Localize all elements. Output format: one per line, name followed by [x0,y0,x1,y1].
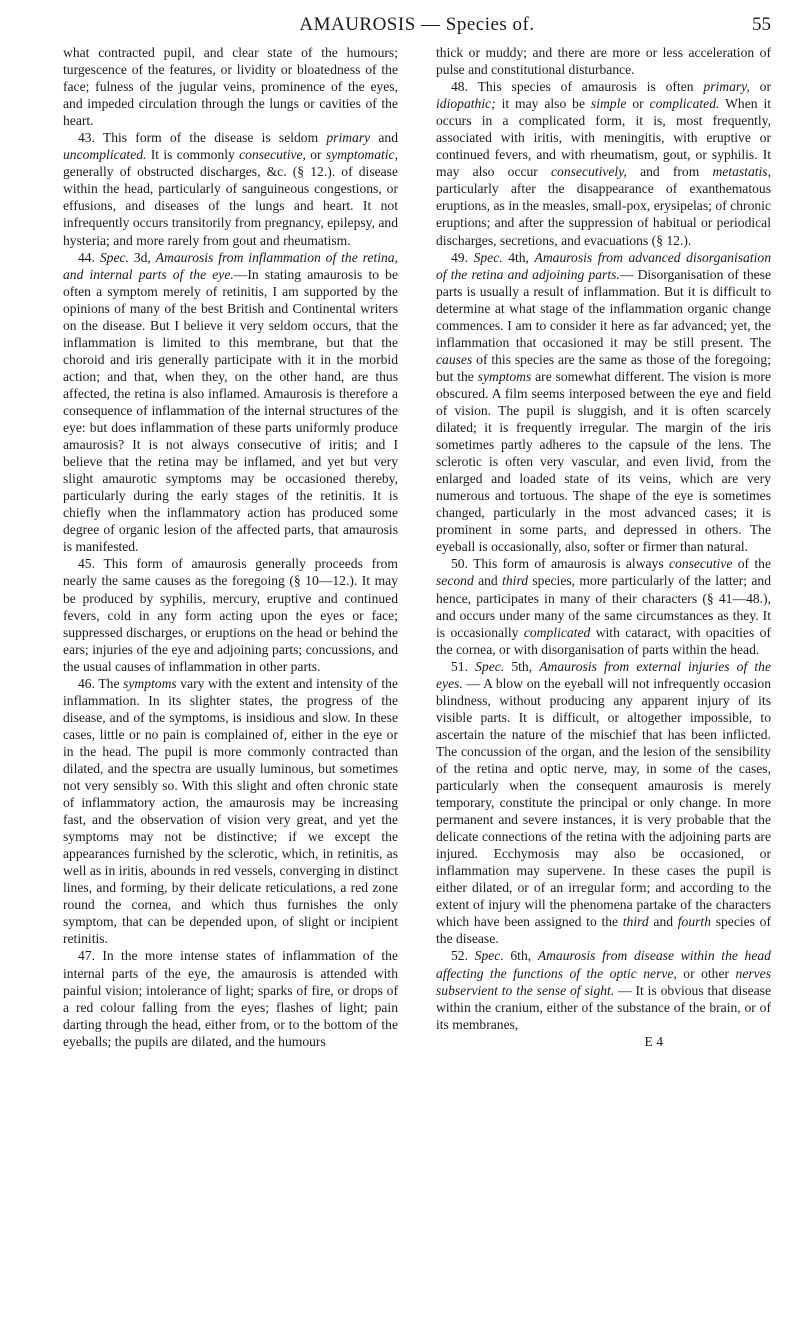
left-column [63,44,398,1050]
paragraph-43: 43. This form of the disease is seldom primary and uncomplicated. It is commonly consecutive, or symptomatic, generally of obstructed discharges, &c. (§ 12.). of disease within the head, particularly of sanguineous congestions, or effusions, and diseases of the lungs and heart. It not infrequently occurs transitorily from pregnancy, epilepsy, and hysteria; and more rarely from gout and rheumatism. [63,130,399,248]
paragraph-continued: what contracted pupil, and clear state of the humours; turgescence of the features, or lividity or bloatedness of the face; fulness of the jugular veins, prominence of the eyes, and impeded circulation through the lungs or cavities of the heart. [63,45,398,129]
paragraph-47: 47. In the more intense states of inflammation of the internal parts of the eye, the amaurosis is attended with painful vision; intolerance of light; sparks of fire, or drops of a red colour falling from the eyes; flashes of light; pain darting through the head, either from, or to the bottom of the eyeballs; the pupils are dilated, and the humours [63,948,398,1049]
paragraph-45: 45. This form of amaurosis generally proceeds from nearly the same causes as the foregoing (§ 10—12.). It may be produced by syphilis, mercury, eruptive and continued fevers, cold in any form acting upon the eyes or face; suppressed discharges, or eruptions on the head or behind the ears; injuries of the eye and adjoining parts; concussions, and the usual causes of inflammation in other parts. [63,556,398,674]
paragraph-49: 49. Spec. 4th, Amaurosis from advanced disorganisation of the retina and adjoining parts.— Disorganisation of these parts is usually a result of inflammation. But it is difficult to determine at what stage of the inflammation organic change commences. I am to consider it here as far advanced; yet, the inflammation that occasioned it may be still present. The causes of this species are the same as those of the foregoing; but the symptoms are somewhat different. The vision is more obscured. A film seems interposed between the eye and field of vision. The pupil is sluggish, and it is often scarcely dilated; it is frequently irregular. The margin of the iris sometimes partly adheres to the capsule of the lens. The sclerotic is often very vascular, and even livid, from the enlarged and loaded state of its veins, which are very numerous and tortuous. The shape of the eye is sometimes changed, particularly in the most advanced cases; it is prominent in some parts, and depressed in others. The eyeball is occasionally, also, softer or firmer than natural. [436,249,771,555]
paragraph-52: 52. Spec. 6th, Amaurosis from disease within the head affecting the functions of the optic nerve, or other nerves subservient to the sense of sight. — It is obvious that disease within the cranium, either of the substance of the brain, or of its membranes, [436,948,771,1032]
paragraph-46: 46. The symptoms vary with the extent and intensity of the inflammation. In its slighter states, the progress of the disease, and of the symptoms, is insidious and slow. In these cases, little or no pain is complained of, either in the eye or in the head. The pupil is more commonly contracted than dilated, and the spectra are usually luminous, but sometimes not very sensibly so. With this slight and often chronic state of inflammatory action, the amaurosis may be increasing fast, and the observation of vision very great, and yet the symptoms may not be distinctive; if we except the appearances furnished by the sclerotic, which, in retinitis, as well as in iritis, abounds in red vessels, converging in distinct lines, and forming, by their delicate reticulations, a red zone round the cornea, and which thus furnishes the only symptom, that can be depended upon, of slight or incipient retinitis. [63,675,398,947]
text-columns [63,44,771,1050]
page-number: 55 [752,14,771,35]
paragraph-50: 50. This form of amaurosis is always consecutive of the second and third species, more particularly of the latter; and hence, participates in many of their characters (§ 41—48.), and occurs under many of the same circumstances as they. It is occasionally complicated with cataract, with opacities of the cornea, or with disorganisation of parts within the head. [436,556,772,657]
paragraph-48: 48. This species of amaurosis is often primary, or idiopathic; it may also be simple or complicated. When it occurs in a complicated form, it is, most frequently, associated with iritis, with meningitis, with eruptive or continued fevers, and with rheumatism, gout, or syphilis. It may also occur consecutively, and from metastatis, particularly after the disappearance of exanthematous eruptions, as in the measles, small-pox, erysipelas; of chronic eruptions; and after the suppression of habitual or periodical discharges, secretions, and evacuations (§ 12.). [436,79,771,248]
running-header [63,10,771,44]
paragraph-51: 51. Spec. 5th, Amaurosis from external injuries of the eyes. — A blow on the eyeball will not infrequently occasion blindness, without producing any apparent injury of its visible parts. It is difficult, or altogether impossible, to ascertain the nature of the mischief that has been inflicted. The concussion of the organ, and the lesion of the sensibility of the retina and optic nerve, may, in some of the cases, particularly when the consequent amaurosis is merely temporary, constitute the principal or only change. In more permanent and severe instances, it is very probable that the delicate connections of the retina with the adjoining parts are injured. Ecchymosis may also be occasioned, or inflammation may supervene. In these cases the pupil is either dilated, or of an irregular form; and according to the extent of injury will the phenomena partake of the characters which have been assigned to the third and fourth species of the disease. [436,658,771,947]
paragraph-continued: thick or muddy; and there are more or less acceleration of pulse and constitutional disturbance. [436,45,771,78]
right-column [436,44,771,1050]
paragraph-44: 44. Spec. 3d, Amaurosis from inflammation of the retina, and internal parts of the eye.—In stating amaurosis to be often a symptom merely of retinitis, I am supported by the opinions of many of the best British and Continental writers on the disease. But I believe it very seldom occurs, that the inflammation is limited to this membrane, but that the choroid and iris generally participate with it in the morbid action; and that, when they, on the other hand, are thus affected, the retina is also inflamed. Amaurosis is therefore a consequence of inflammation of the internal structures of the eye: but does inflammation of these parts uniformly produce amaurosis? It is not always consecutive of iritis; and I believe that the retina may be inflamed, and yet but very slight amaurotic symptoms may be occasioned thereby, particularly during the early stages of the retinitis. It is chiefly when the inflammatory action has produced some degree of organic lesion of the affected parts, that amaurosis is manifested. [63,249,398,555]
signature-mark: E 4 [644,1033,663,1049]
running-title: AMAUROSIS — Species of. [299,14,535,35]
